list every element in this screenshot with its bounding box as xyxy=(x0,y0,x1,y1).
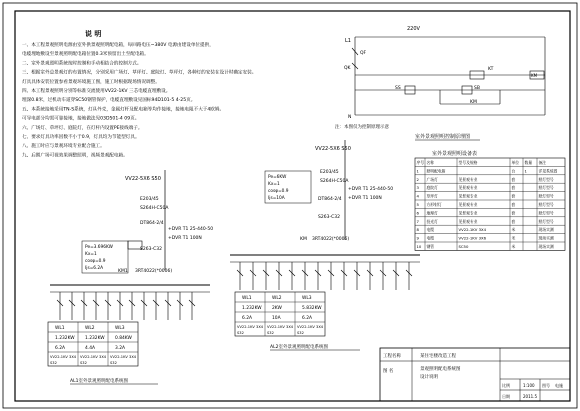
qk-label: QK xyxy=(344,66,351,71)
circuit-cell: VV22-1KV 3X4 xyxy=(80,355,107,359)
equipment-cell: 4 xyxy=(416,193,419,199)
equipment-cell: 7 xyxy=(416,218,419,224)
equipment-cell: 方形射灯 xyxy=(426,202,442,207)
circuit-cell: 4.4A xyxy=(85,346,95,351)
load-line: Pe=6KW xyxy=(268,175,287,180)
control-diagram xyxy=(335,26,545,140)
control-note: 注：本图仅为控制原理示意 xyxy=(335,125,389,130)
circuit-cell: 1.232KW xyxy=(85,336,105,341)
circuit-cell: 0.84KW xyxy=(115,336,132,341)
equipment-cell: 详见系统图 xyxy=(538,168,558,174)
notes-line: 七、要求灯具功率因数不小于0.9，灯具均为节能型灯具。 xyxy=(22,135,140,140)
scale-value: 1:100 xyxy=(523,383,535,388)
ss-label: SS xyxy=(395,86,401,91)
sb-label: SB xyxy=(474,86,480,91)
voltage-label: 220V xyxy=(407,26,420,32)
drawing-sub: 设计说明 xyxy=(420,375,438,380)
equipment-cell: 2 xyxy=(416,176,419,182)
control-title: 室外景观照明控制原理图 xyxy=(415,134,471,140)
circuit-cell: VV22-1KV 3X4 xyxy=(110,355,137,359)
load-line: Kx=1 xyxy=(268,182,280,187)
scale-label: 比例 xyxy=(502,383,510,388)
equipment-cell: 1 xyxy=(416,168,419,174)
equipment-cell: 照灯型号 xyxy=(538,193,554,199)
load-line: Ijs=6.2A xyxy=(85,266,104,271)
notes-heading: 说 明 xyxy=(85,30,102,38)
project-label: 工程名称 xyxy=(383,354,401,359)
notes-line: 九、后期广场可视效果调整照明，视频景观配电箱。 xyxy=(22,153,128,159)
equipment-cell: 套 xyxy=(511,210,516,216)
equipment-cell: 照明配电箱 xyxy=(426,168,446,174)
circuit-cell: S32 xyxy=(80,361,87,365)
equipment-cell: 套 xyxy=(511,218,516,224)
equipment-header-cell: 序号 xyxy=(416,160,425,165)
qf-label: QF xyxy=(360,51,367,56)
equipment-cell: 台 xyxy=(511,168,516,174)
circuit-cell: VV22-1KV 3X4 xyxy=(50,355,77,359)
circuit-cell: 1.232KW xyxy=(55,336,75,341)
l1-label: L1 xyxy=(345,38,351,44)
equipment-cell: 6 xyxy=(416,210,419,216)
circuit-cell: 6.2A xyxy=(242,316,252,321)
equipment-cell: 8 xyxy=(416,227,419,233)
circuit-cell: VV22-1KV 3X4 xyxy=(267,325,294,329)
circuit-cell: WL3 xyxy=(302,296,312,301)
design-notes xyxy=(22,29,256,158)
inner-border xyxy=(15,11,570,401)
equipment-cell: 见景观专业 xyxy=(458,193,478,199)
km-aux-label: KM xyxy=(470,100,477,105)
drawing-label: 图 名 xyxy=(383,369,394,374)
al2-title: AL2室外景观照明配电系统图 xyxy=(270,345,328,350)
circuit-cell: S32 xyxy=(297,331,304,335)
circuit-cell: 2KW xyxy=(272,306,282,311)
date-value: 2011.5 xyxy=(523,394,537,399)
al2-main: S263-C32 xyxy=(318,215,340,220)
al1-km: KM1 xyxy=(118,269,128,274)
equipment-cell: VV22-1KV 3X6 xyxy=(458,235,487,241)
circuit-cell: 3.2A xyxy=(115,346,125,351)
system-center xyxy=(230,140,420,350)
al1-feeders xyxy=(57,292,195,320)
load-line: Kx=1 xyxy=(85,252,97,257)
equipment-grid xyxy=(415,158,565,250)
circuit-cell: WL1 xyxy=(55,326,65,331)
notes-line: 埋深0.8米，过机动车道穿SC50钢管保护，电缆直埋敷设见国标94D101-5 4-25页。 xyxy=(22,98,196,104)
equipment-cell: 现场实测 xyxy=(538,244,554,249)
al2-incoming: VV22-5X6 S50 xyxy=(315,146,351,152)
equipment-cell: VV22-1KV 3X4 xyxy=(458,227,487,233)
circuit-cell: VV22-1KV 3X4 xyxy=(297,325,324,329)
circuit-cell: 10A xyxy=(272,316,281,321)
equipment-header-cell: 型号及规格 xyxy=(458,160,478,165)
load-line: Pe=3.696KW xyxy=(85,245,113,250)
circuit-cell: 6.2A xyxy=(302,316,312,321)
notes-lines xyxy=(22,41,256,158)
equipment-cell: 草坪灯 xyxy=(426,193,438,199)
al2-km-spec: 3RT4022(*0006) xyxy=(312,237,350,242)
date-label: 日期 xyxy=(502,394,510,399)
al1-km-spec: 3RT4022(*0006) xyxy=(135,269,173,274)
al2-dvr2: +DVR T1 100N xyxy=(348,196,382,201)
al1-circuit-table xyxy=(48,322,138,366)
al1-main: S263-C32 xyxy=(140,247,162,252)
equipment-cell: 见景观专业 xyxy=(458,210,478,216)
equipment-cell: 5 xyxy=(416,202,419,207)
equipment-cell: 套 xyxy=(511,185,516,191)
title-block xyxy=(380,348,570,401)
system-left xyxy=(48,170,213,384)
equipment-cell: 现场实测 xyxy=(538,227,554,233)
equipment-cell: 见景观专业 xyxy=(458,202,478,207)
equipment-cell: 照灯型号 xyxy=(538,176,554,182)
equipment-cell: 庭院灯 xyxy=(426,185,438,191)
equipment-header-cell: 单位 xyxy=(511,160,520,165)
equipment-cell: 套 xyxy=(511,193,516,199)
no-value: 电施 xyxy=(555,383,563,388)
al1-title: AL1室外景观照明配电系统图 xyxy=(70,379,128,384)
circuit-cell: 1.232KW xyxy=(242,306,262,311)
circuit-cell: WL1 xyxy=(242,296,252,301)
drawing-name: 景观照明配电系统图 xyxy=(420,367,461,372)
al2-load-info xyxy=(265,171,311,203)
n-label: N xyxy=(348,115,352,120)
circuit-cell: S32 xyxy=(267,331,274,335)
al2-feeders xyxy=(237,262,412,290)
equipment-cell: 地埋灯 xyxy=(426,210,438,216)
al2-circuit-table xyxy=(235,292,325,336)
load-line: Ijs=10A xyxy=(268,196,285,201)
al1-breaker1: E203/45 xyxy=(140,197,159,202)
equipment-cell: 照灯型号 xyxy=(538,185,554,191)
equipment-cell: 电缆 xyxy=(426,235,435,241)
circuit-cell: S32 xyxy=(110,361,117,365)
al2-km: KM xyxy=(300,237,307,242)
notes-line: 灯具具体安装位置参看景观环境施工图，施工时根据现场情况调整。 xyxy=(22,79,160,85)
equipment-cell: 电缆 xyxy=(426,227,435,233)
equipment-cell: 广场灯 xyxy=(426,176,438,182)
notes-line: 四、本工程景观照明分别等标准交流使用VV22-1KV 三芯电缆直埋敷设。 xyxy=(22,89,171,94)
equipment-cell: 套 xyxy=(511,176,516,182)
equipment-cell: 套 xyxy=(511,202,516,207)
kt-label: KT xyxy=(488,67,494,72)
equipment-cell: SC50 xyxy=(458,244,469,249)
notes-line: 五、本系统接地采用TN-S系统，灯具外壳，金属灯杆及配电箱等均作接地，接地电阻不大于4欧姆。 xyxy=(22,107,225,113)
equipment-cell: 照灯型号 xyxy=(538,218,554,224)
notes-line: 二、室外景观照明系统按时控制和手动相结合的控制方式。 xyxy=(22,61,142,67)
equipment-header-cell: 备注 xyxy=(538,160,547,165)
notes-line: 六、广场灯、草坪灯、庭院灯，在灯杆内设置PE接线端子。 xyxy=(22,125,143,131)
equipment-cell: 1 xyxy=(524,168,527,174)
al1-dvr: +DVR T1 25-440-50 xyxy=(168,227,214,232)
project-name: 某住宅楼改造工程 xyxy=(420,354,456,359)
al2-spd: DT864-2/4 xyxy=(318,197,342,202)
al1-spd: DT864-2/4 xyxy=(140,221,164,226)
notes-line: 八、施工时应与景观环境专业配合施工。 xyxy=(22,144,105,150)
equipment-cell: 见景观专业 xyxy=(458,176,478,182)
equipment-cell: 米 xyxy=(511,227,516,233)
equipment-cell: 现场实测 xyxy=(538,235,554,241)
circuit-cell: S32 xyxy=(50,361,57,365)
equipment-cell: 见景观专业 xyxy=(458,185,478,191)
circuit-cell: S32 xyxy=(237,331,244,335)
equipment-header-cell: 名称 xyxy=(426,160,435,165)
equipment-cell: 照灯型号 xyxy=(538,202,554,207)
al1-breaker2: S264H-C50A xyxy=(140,206,169,211)
no-label: 图号 xyxy=(542,383,550,388)
equipment-cell: 见景观专业 xyxy=(458,218,478,224)
circuit-cell: 5.832KW xyxy=(302,306,322,311)
al2-dvr: +DVR T1 25-440-50 xyxy=(348,187,394,192)
al2-breaker2: S264H-C50A xyxy=(320,179,349,184)
notes-line: 一、本工程景观照明电源由室外供景观照明配电箱，每回路电压~380V 电源由建设单位提供， xyxy=(22,43,214,48)
equipment-table xyxy=(415,150,565,250)
load-line: cosφ=0.9 xyxy=(85,259,106,264)
circuit-cell: WL2 xyxy=(85,326,95,331)
equipment-cell: 米 xyxy=(511,244,516,249)
al2-breaker1: E203/45 xyxy=(320,170,339,175)
equipment-cell: 10 xyxy=(416,244,422,249)
equipment-cell: 米 xyxy=(511,235,516,241)
equipment-cell: 投光灯 xyxy=(426,218,438,224)
circuit-cell: VV22-1KV 3X4 xyxy=(237,325,264,329)
al1-dvr2: +DVR T1 100N xyxy=(168,236,202,241)
equipment-header-cell: 数量 xyxy=(524,160,533,165)
circuit-cell: 6.2A xyxy=(55,346,65,351)
notes-line: 三、根据室外总景观灯的布置情况，分别采用广场灯、草坪灯、庭院灯、草坪灯，各种灯的安装在设计时确定安装。 xyxy=(22,70,257,76)
load-line: cosφ=0.9 xyxy=(268,189,289,194)
notes-line: 电缆埋地敷设至景观照明配电箱位置0.3米预留出土至配电箱。 xyxy=(22,52,149,58)
notes-line: 可导电部分均需可靠接地，接地做法见03D501-4 09页。 xyxy=(22,116,140,122)
equipment-cell: 9 xyxy=(416,235,419,241)
circuit-cell: WL2 xyxy=(272,296,282,301)
al1-incoming: VV22-5X6 S50 xyxy=(125,176,161,182)
equipment-cell: 钢管 xyxy=(426,244,435,249)
km-coil-label: KM xyxy=(531,73,538,78)
equipment-cell: 3 xyxy=(416,185,419,191)
equipment-cell: 照灯型号 xyxy=(538,210,554,216)
circuit-cell: WL3 xyxy=(115,326,125,331)
equipment-title: 室外景观照明设备表 xyxy=(432,151,478,157)
